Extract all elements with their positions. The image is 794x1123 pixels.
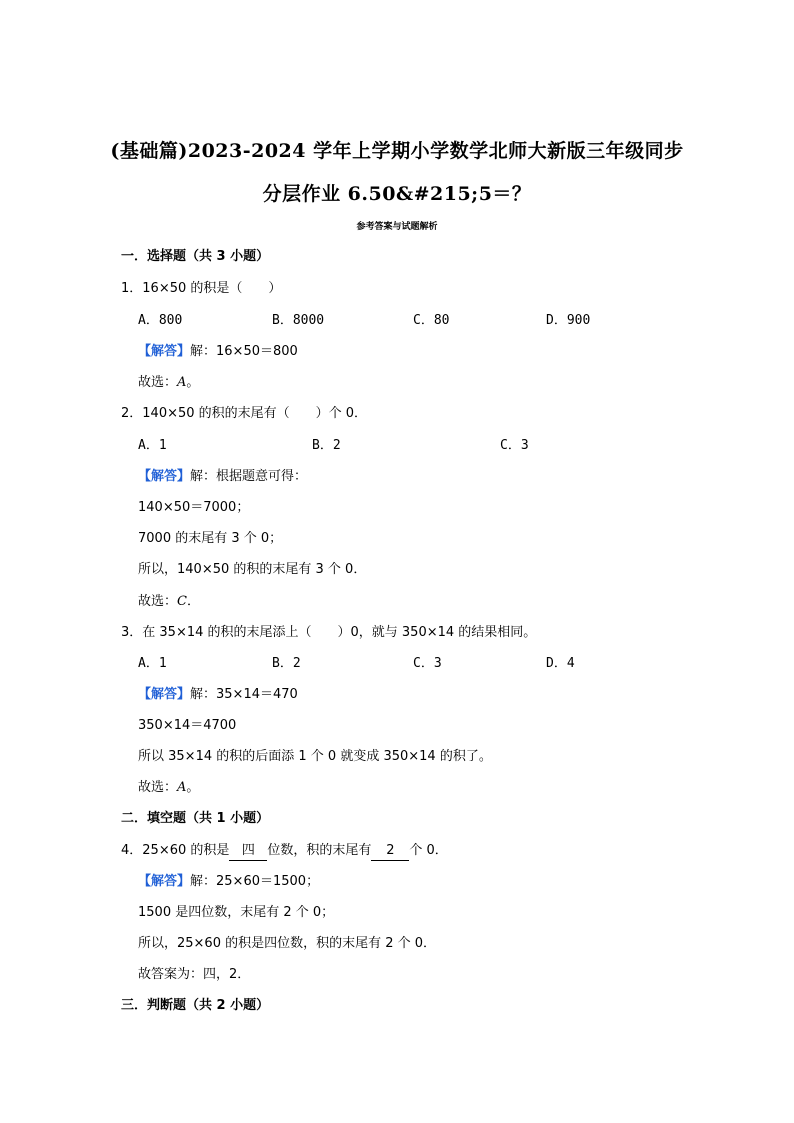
answer-text: 解：35×14＝470 [190,687,298,702]
document-subtitle: 参考答案与试题解析 [356,222,438,232]
question-2-option-c: C．3 [500,438,529,453]
question-4-blank-2: 2 [371,842,409,861]
question-1-option-d: D．900 [546,313,591,328]
question-4-stem-part: 位数，积的末尾有 [267,843,372,858]
answer-tag: 【解答】 [138,874,191,889]
question-3-option-c: C．3 [413,656,442,671]
document-title-line-1: (基础篇)2023-2024 学年上学期小学数学北师大新版三年级同步 [110,140,684,162]
question-1-choice [138,374,199,392]
question-3-answer-line: 所以 35×14 的积的后面添 1 个 0 就变成 350×14 的积了。 [138,749,492,764]
choice-prefix: 故选： [138,594,178,609]
question-2-answer-line: 7000 的末尾有 3 个 0； [138,531,283,546]
question-1-answer [138,343,298,361]
question-3-answer [138,686,298,704]
question-3-option-b: B．2 [272,656,301,671]
question-2-choice [138,593,200,611]
document-title-line-2: 分层作业 6.50&#215;5＝？ [262,183,532,205]
question-4-answer [138,873,319,891]
question-1-option-c: C．80 [413,313,450,328]
question-1-stem: 1．16×50 的积是（ ） [121,281,282,296]
question-4-stem [121,842,448,861]
question-2-answer-line: 140×50＝7000； [138,500,250,515]
question-4-answer-line: 1500 是四位数，末尾有 2 个 0； [138,905,335,920]
section-heading-fill-blank: 二．填空题（共 1 小题） [121,811,270,826]
answer-tag: 【解答】 [138,469,191,484]
answer-text: 解：25×60＝1500； [190,874,320,889]
question-4-stem-part: 个 0． [409,843,448,858]
question-2-option-a: A．1 [138,438,167,453]
question-2-stem: 2．140×50 的积的末尾有（ ）个 0． [121,406,368,421]
choice-suffix: 。 [186,780,200,795]
question-2-answer [138,468,307,486]
question-3-option-a: A．1 [138,656,167,671]
section-heading-true-false: 三．判断题（共 2 小题） [121,998,270,1013]
question-3-stem: 3．在 35×14 的积的末尾添上（ ）0，就与 350×14 的结果相同。 [121,625,537,640]
choice-letter: C [177,594,187,609]
question-1-option-b: B．8000 [272,313,325,328]
choice-prefix: 故选： [138,780,178,795]
question-3-choice [138,779,199,797]
choice-prefix: 故选： [138,375,178,390]
section-heading-choice: 一．选择题（共 3 小题） [121,249,270,264]
question-3-answer-line: 350×14＝4700 [138,718,237,733]
question-4-answer-line: 所以，25×60 的积是四位数，积的末尾有 2 个 0． [138,936,437,951]
answer-text: 解：16×50＝800 [190,344,298,359]
choice-letter: A [177,375,187,390]
answer-text: 解：根据题意可得： [190,469,308,484]
question-3-option-d: D．4 [546,656,575,671]
question-2-option-b: B．2 [312,438,341,453]
question-4-stem-part: 4．25×60 的积是 [121,843,230,858]
answer-tag: 【解答】 [138,687,191,702]
question-1-option-a: A．800 [138,313,183,328]
question-2-answer-line: 所以，140×50 的积的末尾有 3 个 0． [138,562,367,577]
choice-suffix: 。 [186,375,200,390]
choice-letter: A [177,780,187,795]
question-4-answer-line: 故答案为：四，2． [138,967,251,982]
choice-suffix: ． [186,594,200,609]
answer-tag: 【解答】 [138,344,191,359]
question-4-blank-1: 四 [229,842,267,861]
